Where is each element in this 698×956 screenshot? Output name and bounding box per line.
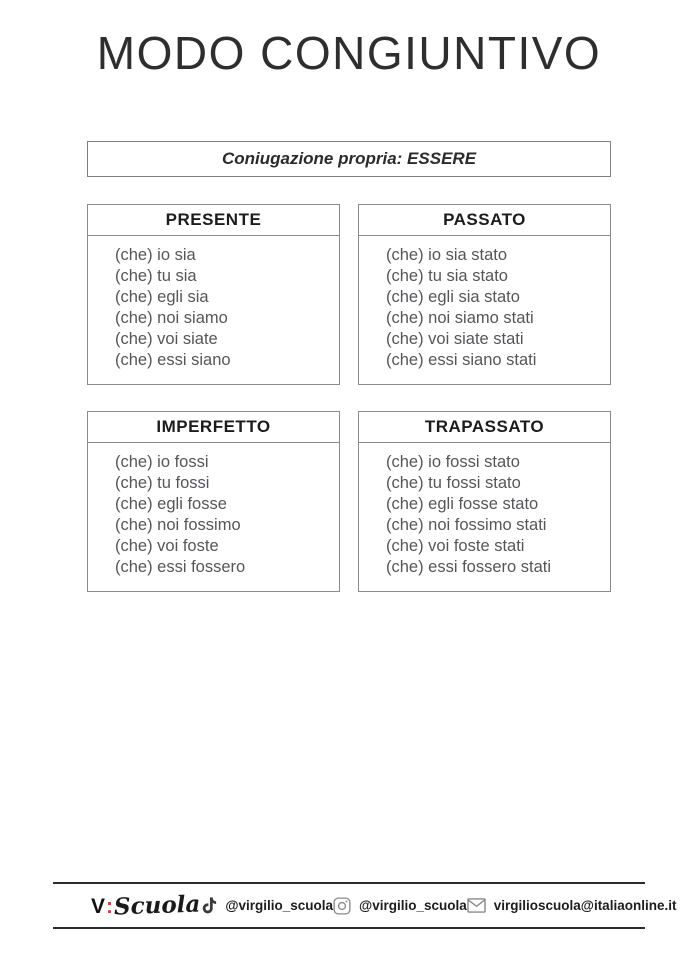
instagram-icon <box>333 897 351 915</box>
conjugation-row: (che) noi fossimo stati <box>386 516 547 534</box>
conjugation-box-presente <box>87 204 340 385</box>
conjugation-row: (che) tu sia <box>115 267 197 285</box>
conjugation-row: (che) voi foste stati <box>386 537 525 555</box>
conjugation-row: (che) egli sia stato <box>386 288 520 306</box>
box-header-passato <box>359 205 610 236</box>
logo-v: V <box>91 895 106 918</box>
vscuola-logo <box>91 892 200 919</box>
conjugation-row: (che) noi siamo stati <box>386 309 534 327</box>
subtitle-text: Coniugazione propria: ESSERE <box>221 149 477 168</box>
conjugation-box-passato <box>358 204 611 385</box>
footer-row <box>53 884 677 927</box>
conjugation-row: (che) voi siate stati <box>386 330 524 348</box>
box-header-imperfetto <box>88 412 339 443</box>
conjugation-row: (che) noi siamo <box>115 309 228 327</box>
conjugation-row: (che) noi fossimo <box>115 516 241 534</box>
tiktok-handle: @virgilio_scuola <box>225 898 334 913</box>
conjugation-list-imperfetto <box>88 443 339 591</box>
conjugation-list-presente <box>88 236 339 384</box>
conjugation-list-trapassato <box>359 443 610 591</box>
logo-scuola: Scuola <box>113 890 201 921</box>
conjugation-box-trapassato <box>358 411 611 592</box>
conjugation-list-passato <box>359 236 610 384</box>
conjugation-row: (che) essi fossero <box>115 558 246 576</box>
tense-title-passato: PASSATO <box>443 210 526 229</box>
instagram-handle: @virgilio_scuola <box>359 898 467 913</box>
conjugation-row: (che) egli fosse <box>115 495 227 513</box>
conjugation-row: (che) essi siano stati <box>386 351 537 369</box>
email-icon <box>467 898 486 913</box>
tense-title-imperfetto: IMPERFETTO <box>156 417 271 436</box>
conjugation-row: (che) io sia <box>115 246 196 264</box>
box-header-trapassato <box>359 412 610 443</box>
page-title: MODO CONGIUNTIVO <box>96 27 602 79</box>
box-header-presente <box>88 205 339 236</box>
instagram-item <box>333 897 467 915</box>
footer <box>53 882 677 929</box>
conjugation-grid <box>87 204 611 592</box>
conjugation-row: (che) io fossi stato <box>386 453 520 471</box>
conjugation-row: (che) io sia stato <box>386 246 508 264</box>
conjugation-box-imperfetto <box>87 411 340 592</box>
conjugation-row: (che) tu sia stato <box>386 267 508 285</box>
conjugation-row: (che) tu fossi stato <box>386 474 521 492</box>
conjugation-row: (che) voi siate <box>115 330 218 348</box>
conjugation-row: (che) voi foste <box>115 537 219 555</box>
tense-title-presente: PRESENTE <box>165 210 262 229</box>
conjugation-row: (che) essi siano <box>115 351 231 369</box>
conjugation-row: (che) egli sia <box>115 288 209 306</box>
conjugation-row: (che) essi fossero stati <box>386 558 552 576</box>
email-item <box>467 898 677 913</box>
conjugation-row: (che) egli fosse stato <box>386 495 539 513</box>
tense-title-trapassato: TRAPASSATO <box>424 417 545 436</box>
tiktok-icon <box>200 896 217 915</box>
email-address: virgilioscuola@italiaonline.it <box>493 898 677 913</box>
conjugation-row: (che) tu fossi <box>115 474 210 492</box>
logo-colon: : <box>106 895 114 918</box>
conjugation-row: (che) io fossi <box>115 453 209 471</box>
subtitle-box <box>87 141 611 177</box>
tiktok-item <box>200 896 333 915</box>
